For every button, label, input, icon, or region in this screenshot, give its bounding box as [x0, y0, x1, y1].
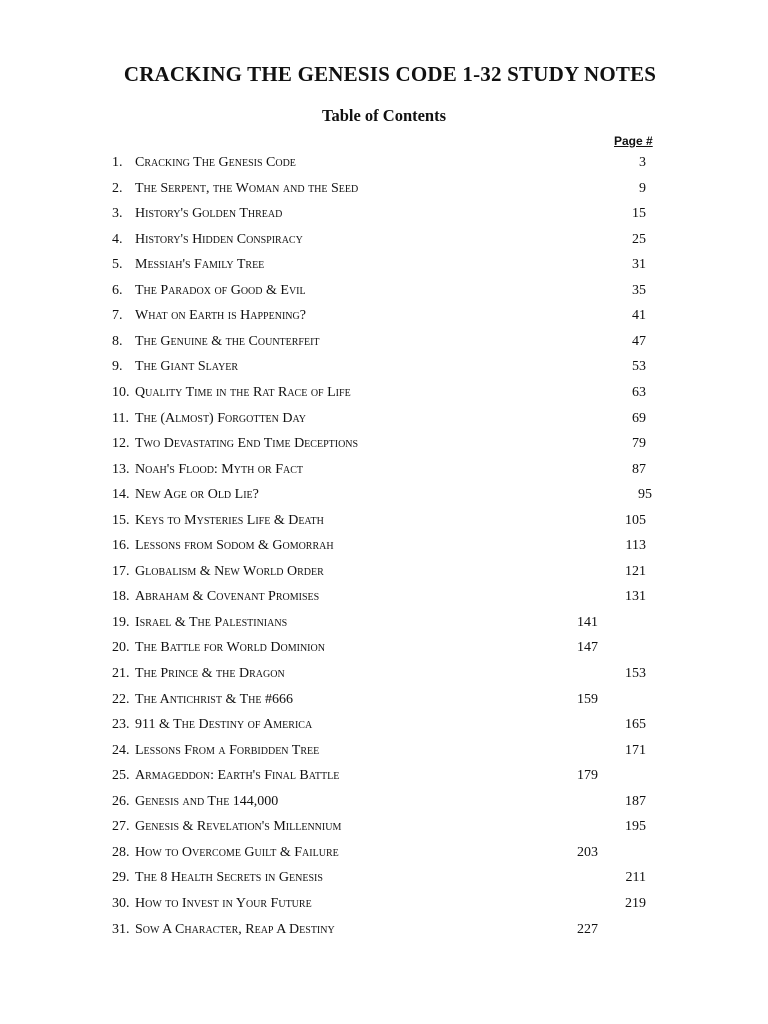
toc-entry-title: How to Overcome Guilt & Failure — [135, 844, 339, 860]
toc-entry-page: 219 — [625, 895, 646, 911]
toc-entry-title: Cracking The Genesis Code — [135, 155, 296, 170]
toc-entry-page: 141 — [577, 614, 598, 630]
toc-entry-title: The Serpent, the Woman and the Seed — [135, 180, 359, 196]
toc-entry-title: The Genuine & the Counterfeit — [135, 333, 320, 349]
toc-entry-number: 17. — [112, 563, 130, 579]
toc-entry-title: New Age or Old Lie? — [135, 487, 259, 503]
toc-entry-page: 153 — [625, 666, 646, 681]
toc-entry-number: 19. — [112, 614, 130, 630]
toc-entry-page: 69 — [632, 410, 646, 426]
toc-entry-page: 211 — [625, 870, 646, 886]
toc-entry-page: 159 — [577, 691, 598, 707]
toc-entry-title: The (Almost) Forgotten Day — [135, 410, 307, 426]
toc-entry-page: 187 — [625, 793, 646, 809]
toc-entry-page: 165 — [625, 717, 646, 733]
toc-entry-title: Noah's Flood: Myth or Fact — [135, 461, 303, 477]
toc-entry-page: 203 — [577, 844, 598, 860]
toc-entry — [0, 332, 768, 352]
toc-entry-title: Quality Time in the Rat Race of Life — [135, 384, 351, 400]
toc-entry-number: 22. — [112, 691, 130, 707]
toc-entry — [0, 357, 768, 377]
toc-entry — [0, 409, 768, 429]
toc-entry-title: The 8 Health Secrets in Genesis — [135, 870, 323, 886]
toc-entry-title: How to Invest in Your Future — [135, 895, 312, 911]
toc-entry-number: 27. — [112, 819, 130, 835]
toc-entry-title: Two Devastating End Time Deceptions — [135, 436, 359, 452]
toc-entry-number: 15. — [112, 512, 130, 528]
toc-entry-number: 2. — [112, 180, 123, 196]
toc-entry-number: 7. — [112, 308, 123, 324]
toc-entry-page: 147 — [577, 640, 598, 656]
toc-entry-title: The Battle for World Dominion — [135, 640, 325, 656]
toc-entry-title: Messiah's Family Tree — [135, 257, 265, 273]
toc-entry-page: 9 — [639, 180, 646, 196]
toc-entry — [0, 255, 768, 275]
toc-entry — [0, 894, 768, 914]
toc-entry-page: 227 — [577, 921, 598, 937]
toc-entry-title: The Antichrist & The #666 — [135, 691, 293, 707]
toc-entry-number: 10. — [112, 384, 130, 400]
toc-entry — [0, 741, 768, 761]
toc-entry-page: 179 — [577, 768, 598, 784]
toc-entry-title: Genesis & Revelation's Millennium — [135, 819, 342, 835]
toc-entry-page: 195 — [625, 819, 646, 835]
toc-entry-number: 29. — [112, 870, 130, 886]
toc-entry-title: Lessons from Sodom & Gomorrah — [135, 538, 334, 554]
toc-entry-page: 131 — [625, 589, 646, 605]
toc-entry-number: 1. — [112, 155, 123, 170]
toc-entry — [0, 562, 768, 582]
toc-entry — [0, 587, 768, 607]
toc-entry-title: The Paradox of Good & Evil — [135, 282, 306, 298]
toc-entry — [0, 460, 768, 480]
toc-entry-number: 30. — [112, 895, 130, 911]
toc-entry — [0, 613, 768, 633]
toc-entry — [0, 434, 768, 454]
toc-entry-title: Armageddon: Earth's Final Battle — [135, 768, 340, 784]
toc-entry — [0, 664, 768, 684]
toc-entry — [0, 638, 768, 658]
toc-entry-title: Keys to Mysteries Life & Death — [135, 512, 324, 528]
toc-entry-number: 20. — [112, 640, 130, 656]
toc-entry-number: 31. — [112, 921, 130, 937]
toc-entry-number: 28. — [112, 844, 130, 860]
toc-entry-page: 35 — [632, 282, 646, 298]
toc-entry-page: 79 — [632, 436, 646, 452]
toc-entry-number: 18. — [112, 589, 130, 605]
toc-entry — [0, 383, 768, 403]
toc-entry — [0, 690, 768, 710]
toc-entry-number: 12. — [112, 436, 130, 452]
toc-entry-title: Israel & The Palestinians — [135, 614, 288, 630]
toc-entry — [0, 766, 768, 786]
toc-entry — [0, 485, 768, 505]
toc-entry — [0, 153, 768, 173]
toc-entry — [0, 715, 768, 735]
page-number-header: Page # — [614, 134, 653, 148]
toc-entry-page: 171 — [625, 742, 646, 758]
toc-entry-number: 23. — [112, 717, 130, 733]
toc-entry-page: 95 — [638, 487, 652, 503]
toc-entry-number: 9. — [112, 359, 123, 375]
toc-entry-number: 16. — [112, 538, 130, 554]
document-title: CRACKING THE GENESIS CODE 1-32 STUDY NOTES — [123, 62, 657, 86]
toc-entry — [0, 536, 768, 556]
toc-entry-page: 15 — [632, 206, 646, 222]
toc-entry — [0, 179, 768, 199]
toc-entry — [0, 920, 768, 940]
toc-entry-page: 31 — [632, 257, 646, 273]
toc-entry — [0, 204, 768, 224]
toc-entry-title: Lessons From a Forbidden Tree — [135, 742, 320, 758]
toc-entry — [0, 868, 768, 888]
toc-entry-page: 25 — [632, 231, 646, 247]
toc-entry-title: History's Hidden Conspiracy — [135, 231, 303, 247]
toc-entry-page: 63 — [632, 384, 646, 400]
toc-entry-number: 3. — [112, 206, 123, 222]
toc-entry-number: 24. — [112, 742, 130, 758]
toc-entry-title: The Giant Slayer — [135, 359, 239, 375]
toc-entry-number: 13. — [112, 461, 130, 477]
toc-entry-number: 26. — [112, 793, 130, 809]
toc-entry-page: 113 — [625, 538, 646, 554]
toc-entry-number: 14. — [112, 487, 130, 503]
toc-entry-number: 11. — [112, 410, 129, 426]
toc-entry-title: Sow A Character, Reap A Destiny — [135, 921, 335, 937]
toc-entry-number: 6. — [112, 282, 123, 298]
toc-entry-number: 5. — [112, 257, 123, 273]
toc-entry-number: 21. — [112, 666, 130, 681]
toc-entry — [0, 511, 768, 531]
toc-entry-title: Abraham & Covenant Promises — [135, 589, 320, 605]
toc-entry-page: 87 — [632, 461, 646, 477]
toc-entry-page: 121 — [625, 563, 646, 579]
toc-entry-number: 8. — [112, 333, 123, 349]
toc-entry-page: 53 — [632, 359, 646, 375]
toc-heading: Table of Contents — [321, 106, 447, 125]
toc-entry — [0, 792, 768, 812]
toc-entry-page: 105 — [625, 512, 646, 528]
toc-entry — [0, 817, 768, 837]
toc-entry-page: 41 — [632, 308, 646, 324]
toc-entry-title: 911 & The Destiny of America — [135, 717, 313, 733]
toc-entry-title: History's Golden Thread — [135, 206, 283, 222]
toc-entry — [0, 281, 768, 301]
toc-entry-title: Genesis and The 144,000 — [135, 793, 279, 809]
toc-entry — [0, 230, 768, 250]
toc-entry-number: 25. — [112, 768, 130, 784]
toc-entry-number: 4. — [112, 231, 123, 247]
toc-entry-title: What on Earth is Happening? — [135, 308, 306, 324]
toc-entry-title: Globalism & New World Order — [135, 563, 324, 579]
toc-entry — [0, 843, 768, 863]
toc-entry-page: 47 — [632, 333, 646, 349]
toc-entry — [0, 306, 768, 326]
toc-entry-title: The Prince & the Dragon — [135, 666, 285, 681]
toc-entry-page: 3 — [639, 155, 646, 170]
